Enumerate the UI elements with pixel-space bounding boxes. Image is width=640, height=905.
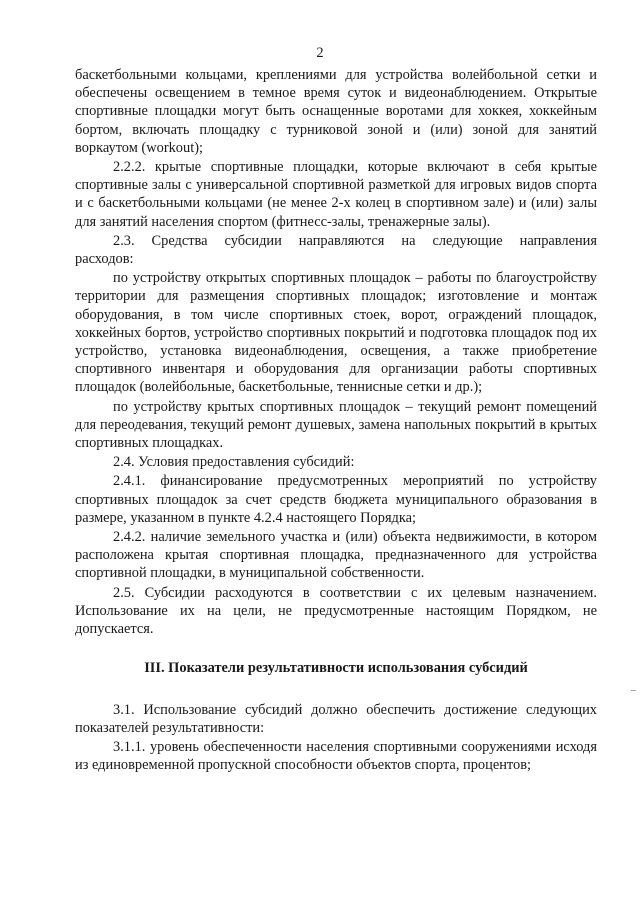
paragraph-covered-grounds: по устройству крытых спортивных площадок – текущий ремонт помещений для переодевания, текущий ремонт душевых, замена напольных покрытий в крытых спортивных площадках.	[75, 398, 597, 452]
paragraph-3-1-1: 3.1.1. уровень обеспеченности населения спортивными сооружениями исходя из единовременной пропускной способности объектов спорта, процентов;	[75, 738, 597, 774]
paragraph-2-3: 2.3. Средства субсидии направляются на следующие направления расходов:	[75, 232, 597, 268]
page-number: 2	[316, 45, 324, 61]
paragraph-2-5: 2.5. Субсидии расходуются в соответствии с их целевым назначением. Использование их на цели, не предусмотренные настоящим Порядком, не допускается.	[75, 584, 597, 638]
paragraph-2-2-2: 2.2.2. крытые спортивные площадки, которые включают в себя крытые спортивные залы с универсальной спортивной разметкой для игровых видов спорта и с баскетбольными кольцами (не менее 2-х колец в спортивном зале) и (или) залы для занятий населения спортом (фитнесс-залы, тренажерные залы).	[75, 159, 597, 230]
paragraph-2-4-2: 2.4.2. наличие земельного участка и (или) объекта недвижимости, в котором расположена крытая спортивная площадка, предназначенного для устройства спортивной площадки, в муниципальной собственности.	[75, 529, 597, 582]
paragraph-continuation: баскетбольными кольцами, креплениями для устройства волейбольной сетки и обеспечены освещением в темное время суток и видеонаблюдением. Открытые спортивные площадки могут быть оснащенные воротами для хоккея, хоккейным бортом, включать площадку с турниковой зоной и (или) зоной для занятий воркаутом (workout);	[75, 67, 597, 156]
paragraph-2-4-1: 2.4.1. финансирование предусмотренных мероприятий по устройству спортивных площадок за счет средств бюджета муниципального образования в размере, указанном в пункте 4.2.4 настоящего Порядка;	[75, 473, 597, 526]
paragraph-3-1: 3.1. Использование субсидий должно обеспечить достижение следующих показателей результативности:	[75, 701, 597, 736]
paragraph-2-4: 2.4. Условия предоставления субсидий:	[113, 454, 355, 471]
paragraph-open-grounds: по устройству открытых спортивных площадок – работы по благоустройству территории для размещения спортивных площадок; изготовление и монтаж оборудования, в том числе спортивных стоек, ворот, ограждений площадок, хоккейных бортов, устройство спортивных покрытий и подготовка площадок под их устройство, установка видеонаблюдения, освещения, а также приобретение спортивного инвентаря и оборудования для организации работы спортивных площадок (волейбольные, баскетбольные, теннисные сетки и др.);	[75, 270, 597, 396]
document-body	[75, 66, 597, 774]
margin-mark: –	[631, 685, 636, 696]
section-heading: III. Показатели результативности использования субсидий	[144, 660, 528, 677]
